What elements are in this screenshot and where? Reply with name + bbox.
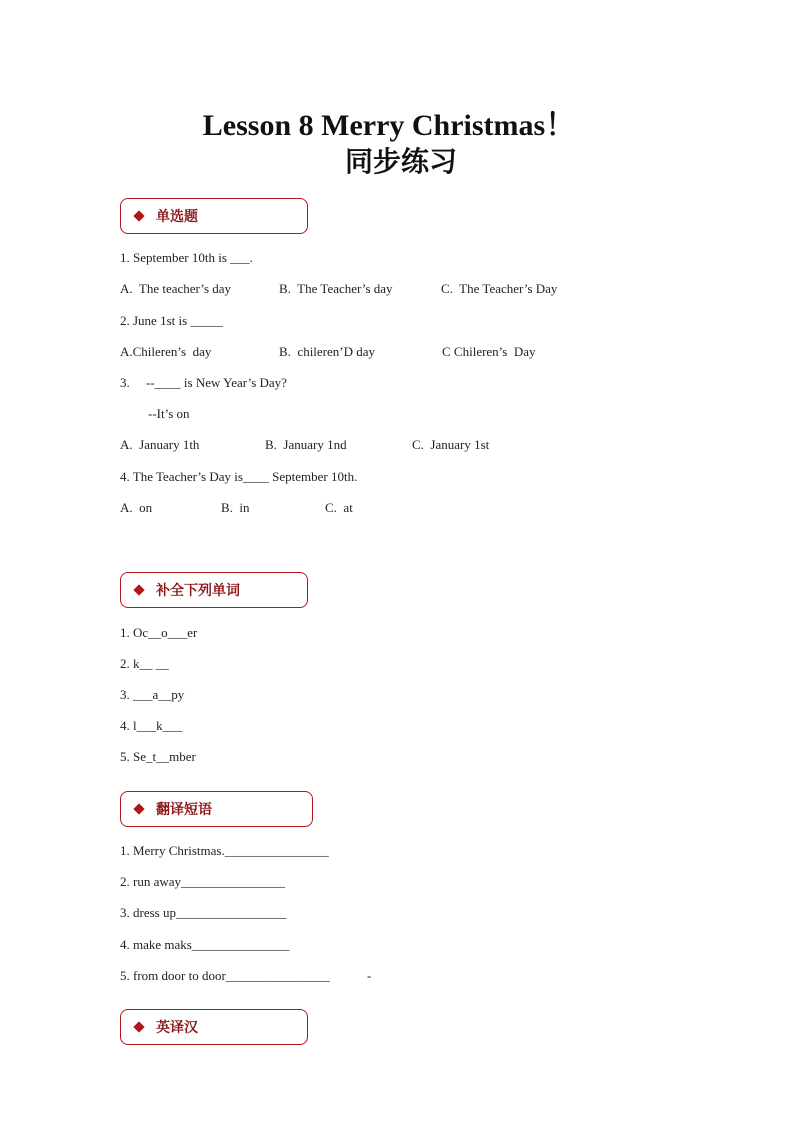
translate-item: 3. dress up_________________ <box>120 905 287 920</box>
page-title: Lesson 8 Merry Christmas！ <box>202 109 576 142</box>
question-1-option-c: C. The Teacher’s Day <box>441 281 558 296</box>
section-label: 补全下列单词 <box>156 583 240 599</box>
page-subtitle: 同步练习 <box>344 145 457 178</box>
fill-item: 5. Se_t__mber <box>120 749 196 764</box>
question-3-answer-line: --It’s on <box>148 406 190 421</box>
translate-item: 5. from door to door________________ <box>120 968 330 983</box>
section-label: 英译汉 <box>156 1020 198 1036</box>
fill-item: 1. Oc__o___er <box>120 625 198 640</box>
question-4-option-a: A. on <box>120 500 153 515</box>
question-3: 3. --____ is New Year’s Day? <box>120 375 287 390</box>
section-label: 翻译短语 <box>156 802 212 818</box>
diamond-icon <box>133 803 144 814</box>
question-2-option-c: C Chileren’s Day <box>442 344 536 359</box>
question-2-option-a: A.Chileren’s day <box>120 344 212 359</box>
question-3-option-b: B. January 1nd <box>265 437 347 452</box>
section-header-complete-words <box>120 572 308 608</box>
diamond-icon <box>133 584 144 595</box>
translate-item: 1. Merry Christmas.________________ <box>120 843 329 858</box>
section-header-english-to-chinese <box>120 1009 308 1045</box>
question-3-option-c: C. January 1st <box>412 437 490 452</box>
section-header-single-choice <box>120 198 308 234</box>
section-header-translate-phrases <box>120 791 313 827</box>
fill-item: 2. k__ __ <box>120 656 169 671</box>
diamond-icon <box>133 1021 144 1032</box>
question-4-option-b: B. in <box>221 500 250 515</box>
question-1-option-a: A. The teacher’s day <box>120 281 232 296</box>
fill-item: 3. ___a__py <box>120 687 185 702</box>
question-4-option-c: C. at <box>325 500 353 515</box>
stray-dash: - <box>367 968 372 983</box>
question-1-option-b: B. The Teacher’s day <box>279 281 393 296</box>
translate-item: 2. run away________________ <box>120 874 286 889</box>
question-2: 2. June 1st is _____ <box>120 313 223 328</box>
question-1: 1. September 10th is ___. <box>120 250 253 265</box>
question-3-option-a: A. January 1th <box>120 437 200 452</box>
question-4: 4. The Teacher’s Day is____ September 10th. <box>120 469 358 484</box>
question-2-option-b: B. chileren’D day <box>279 344 376 359</box>
fill-item: 4. l___k___ <box>120 718 183 733</box>
diamond-icon <box>133 210 144 221</box>
translate-item: 4. make maks_______________ <box>120 937 290 952</box>
section-label: 单选题 <box>156 209 198 225</box>
